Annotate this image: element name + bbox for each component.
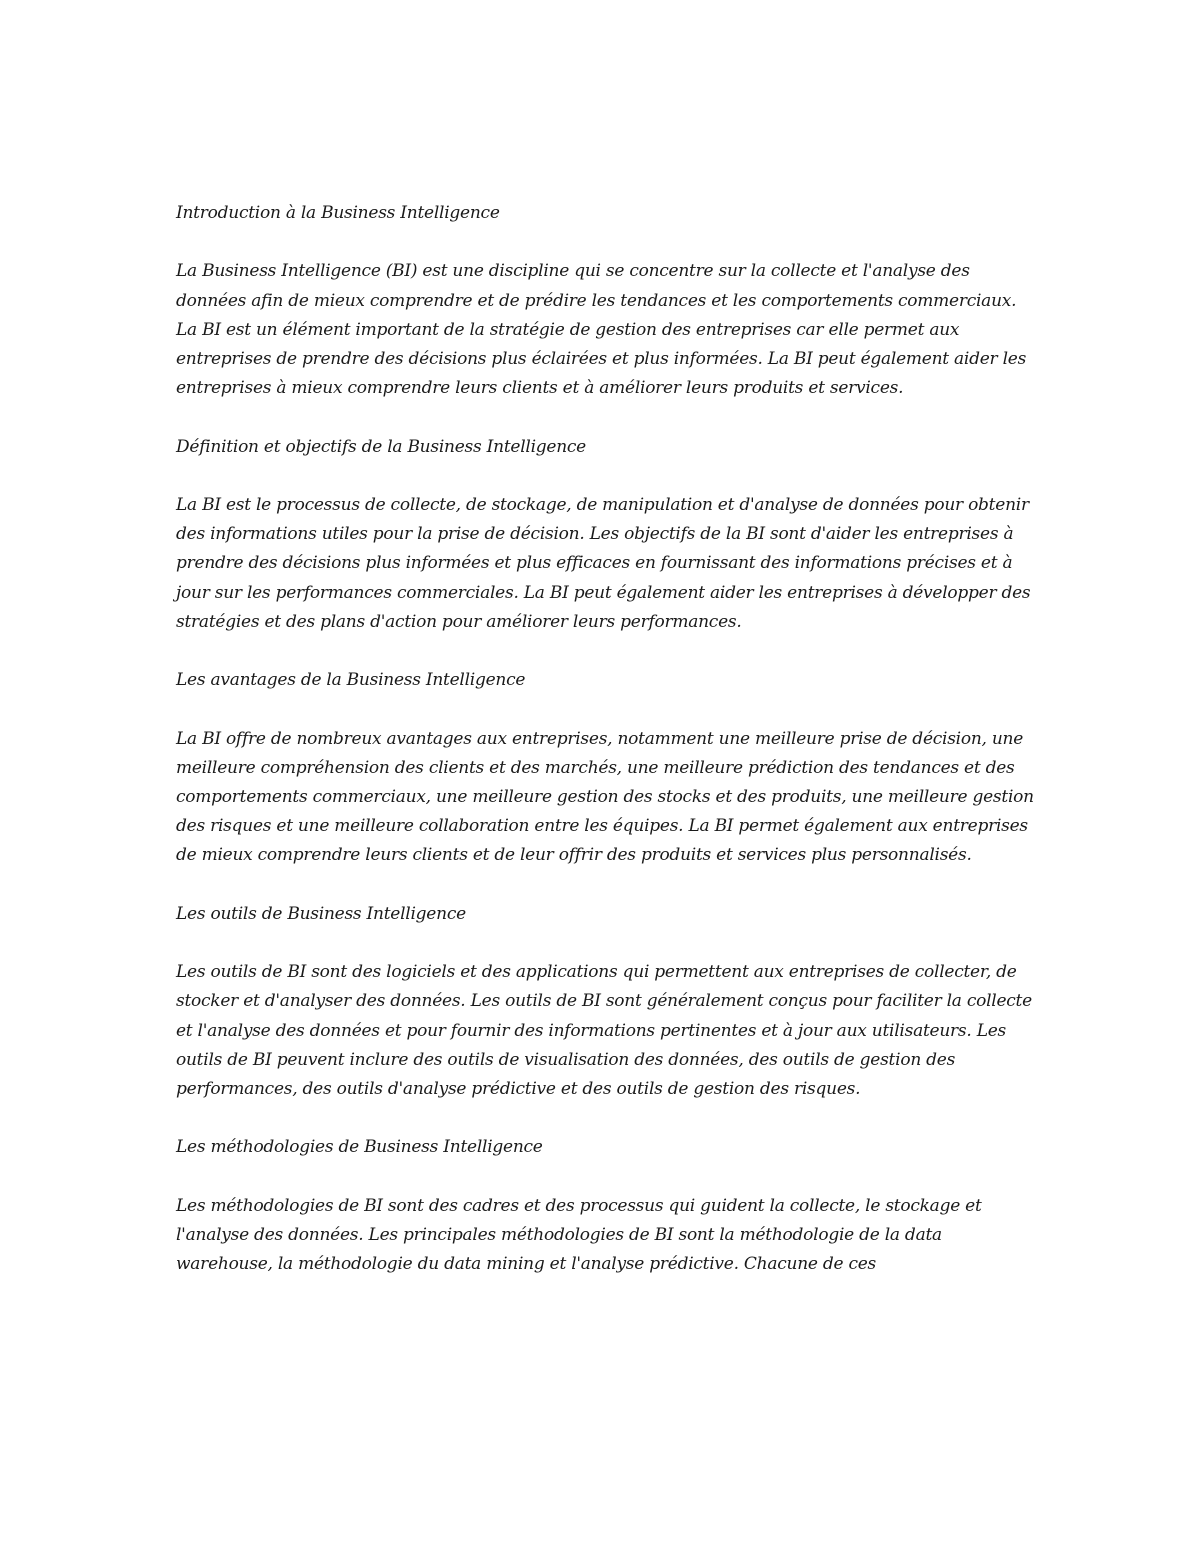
section-heading: Les avantages de la Business Intelligence (176, 670, 526, 691)
paragraph: Les méthodologies de BI sont des cadres et des processus qui guident la collecte, le stockage et l'analyse des données. Les principales méthodologies de BI sont la méthodologie de la data warehouse, la méthodologie du data mining et l'analyse prédictive. Chacune de ces (176, 1195, 982, 1275)
paragraph: La Business Intelligence (BI) est une discipline qui se concentre sur la collecte et l'analyse des données afin de mieux comprendre et de prédire les tendances et les comportements commerciaux. La BI est un élément important de la stratégie de gestion des entreprises car elle permet aux entreprises de prendre des décisions plus éclairées et plus informées. La BI peut également aider les entreprises à mieux comprendre leurs clients et à améliorer leurs produits et services. (176, 261, 1027, 399)
section-heading: Introduction à la Business Intelligence (176, 203, 500, 223)
paragraph: La BI offre de nombreux avantages aux entreprises, notamment une meilleure prise de décision, une meilleure compréhension des clients et des marchés, une meilleure prédiction des tendances et des comportements commerciaux, une meilleure gestion des stocks et des produits, une meilleure gestion des risques et une meilleure collaboration entre les équipes. La BI permet également aux entreprises de mieux comprendre leurs clients et de leur offrir des produits et services plus personnalisés. (176, 728, 1034, 866)
paragraph: Les outils de BI sont des logiciels et des applications qui permettent aux entreprises de collecter, de stocker et d'analyser des données. Les outils de BI sont généralement conçus pour faciliter la collecte et l'analyse des données et pour fournir des informations pertinentes et à jour aux utilisateurs. Les outils de BI peuvent inclure des outils de visualisation des données, des outils de gestion des performances, des outils d'analyse prédictive et des outils de gestion des risques. (176, 962, 1032, 1099)
section-heading: Les outils de Business Intelligence (176, 903, 466, 924)
document-body (176, 199, 1034, 1309)
section-heading: Définition et objectifs de la Business Intelligence (176, 436, 586, 457)
paragraph: La BI est le processus de collecte, de stockage, de manipulation et d'analyse de données pour obtenir des informations utiles pour la prise de décision. Les objectifs de la BI sont d'aider les entreprises à prendre des décisions plus informées et plus efficaces en fournissant des informations précises et à jour sur les performances commerciales. La BI peut également aider les entreprises à développer des stratégies et des plans d'action pour améliorer leurs performances. (176, 494, 1031, 632)
section-heading: Les méthodologies de Business Intelligence (176, 1137, 543, 1158)
